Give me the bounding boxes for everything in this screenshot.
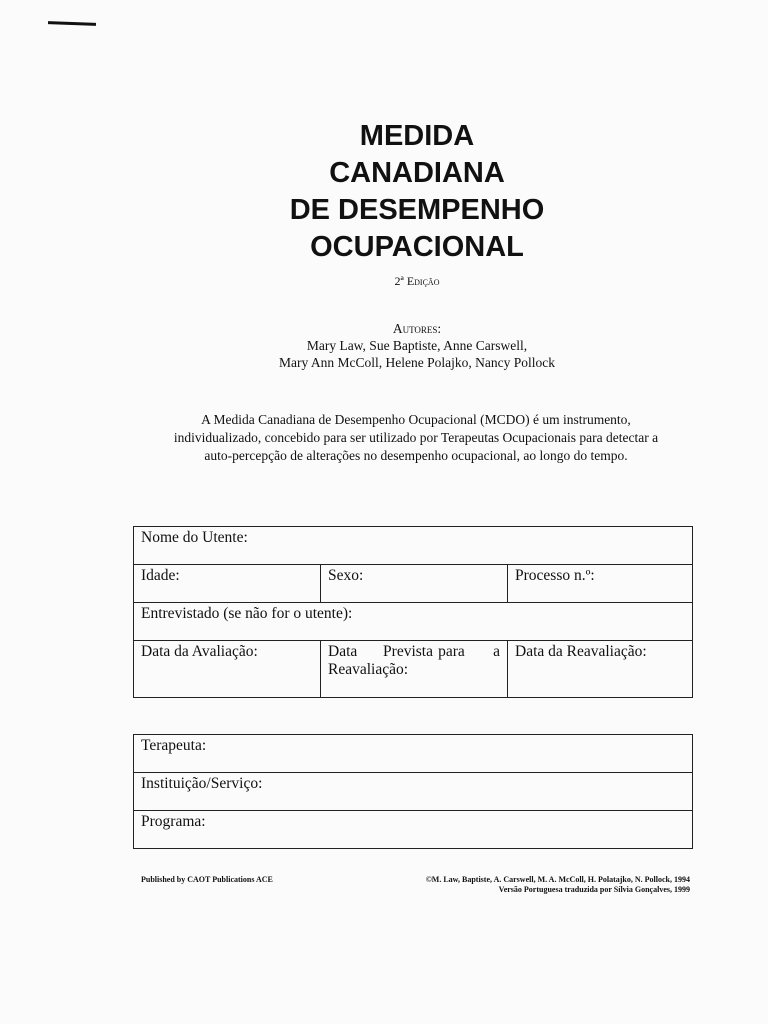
interviewee-label: Entrevistado (se não for o utente): — [141, 605, 353, 622]
title-line-1: MEDIDA — [359, 120, 475, 152]
authors-line-2: Mary Ann McColl, Helene Polajko, Nancy Pollock — [279, 355, 555, 370]
intro-line-2: individualizado, concebido para ser utilizado por Terapeutas Ocupacionais para detectar a — [173, 430, 659, 445]
reassessment-date-label: Data da Reavaliação: — [515, 643, 647, 660]
therapist-field[interactable] — [134, 735, 693, 773]
copyright-block — [360, 875, 690, 895]
planned-reassessment-date-field[interactable] — [321, 641, 508, 698]
therapist-info-form — [133, 734, 693, 849]
planned-reassessment-label-line-1: Data Prevista para a — [328, 643, 500, 660]
program-label: Programa: — [141, 813, 206, 830]
corner-mark — [48, 21, 96, 26]
publisher-credit: Published by CAOT Publications ACE — [141, 875, 273, 884]
assessment-date-label: Data da Avaliação: — [141, 643, 258, 660]
edition — [0, 274, 768, 289]
program-field[interactable] — [134, 811, 693, 849]
process-number-label: Processo n.º: — [515, 567, 595, 584]
title-line-2: CANADIANA — [329, 157, 505, 189]
translation-line: Versão Portuguesa traduzida por Sílvia Gonçalves, 1999 — [498, 885, 690, 894]
intro-paragraph — [134, 411, 698, 465]
document-title — [0, 118, 768, 266]
assessment-date-field[interactable] — [134, 641, 321, 698]
authors-line-1: Mary Law, Sue Baptiste, Anne Carswell, — [306, 338, 528, 353]
sex-field[interactable] — [321, 565, 508, 603]
planned-reassessment-label-line-2: Reavaliação: — [328, 661, 409, 678]
institution-label: Instituição/Serviço: — [141, 775, 263, 792]
edition-number: 2ª — [394, 274, 404, 288]
process-number-field[interactable] — [508, 565, 693, 603]
authors-heading: Autores: — [392, 321, 442, 336]
title-line-3: DE DESEMPENHO — [289, 194, 545, 226]
patient-info-form — [133, 526, 693, 698]
interviewee-field[interactable] — [134, 603, 693, 641]
authors-block — [0, 320, 768, 371]
therapist-label: Terapeuta: — [141, 737, 207, 754]
copyright-line: ©M. Law, Baptiste, A. Carswell, M. A. McColl, H. Polatajko, N. Pollock, 1994 — [425, 875, 690, 884]
edition-label: Edição — [406, 274, 440, 288]
institution-field[interactable] — [134, 773, 693, 811]
age-label: Idade: — [141, 567, 180, 584]
age-field[interactable] — [134, 565, 321, 603]
reassessment-date-field[interactable] — [508, 641, 693, 698]
title-line-4: OCUPACIONAL — [310, 231, 524, 263]
intro-line-3: auto-percepção de alterações no desempenho ocupacional, ao longo do tempo. — [204, 448, 628, 463]
patient-name-field[interactable] — [134, 527, 693, 565]
intro-line-1: A Medida Canadiana de Desempenho Ocupacional (MCDO) é um instrumento, — [201, 412, 631, 427]
sex-label: Sexo: — [328, 567, 364, 584]
patient-name-label: Nome do Utente: — [141, 529, 248, 546]
